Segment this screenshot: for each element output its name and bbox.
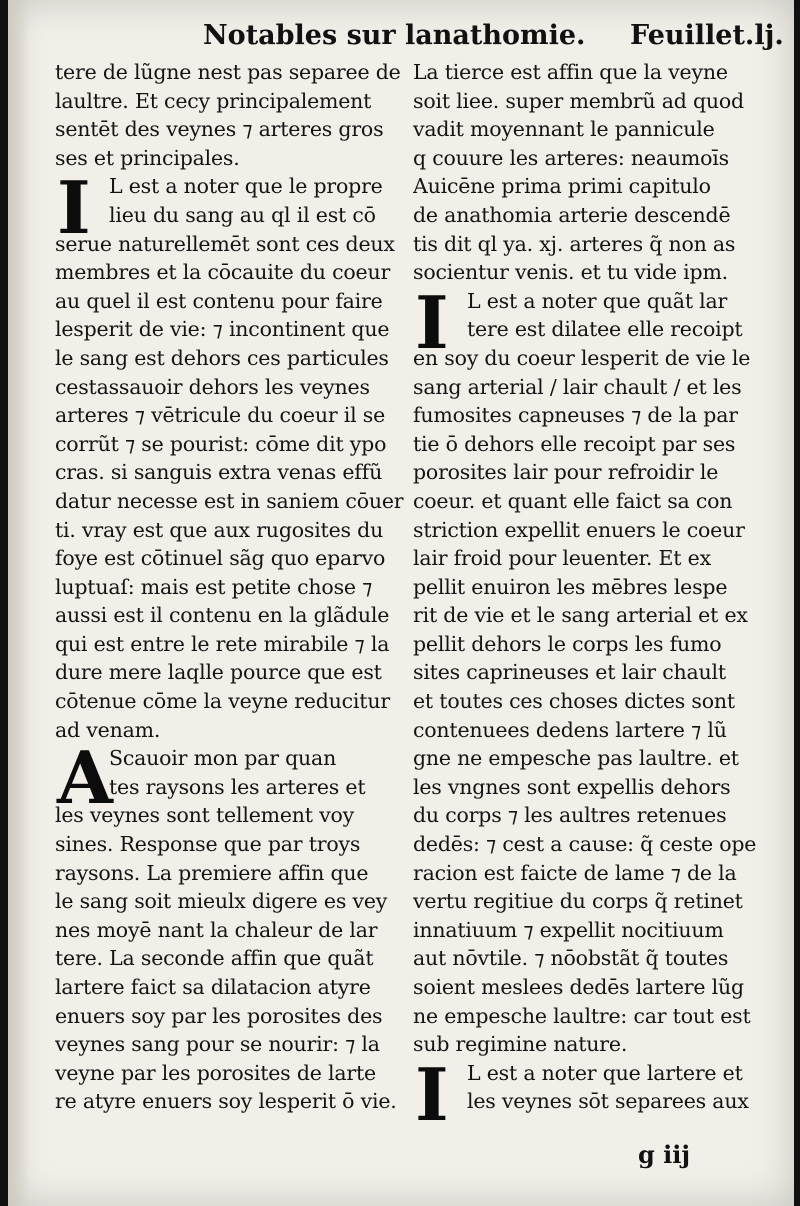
text-line: L est a noter que le propre xyxy=(109,174,383,199)
text-line: aut nōvtile. ⁊ nōobstãt q̃ toutes xyxy=(413,946,729,971)
text-line: soit liee. super membrũ ad quod xyxy=(413,88,744,113)
text-line: raysons. La premiere affin que xyxy=(55,860,369,885)
text-line: serue naturellemēt sont ces deux xyxy=(55,231,395,256)
running-title: Notables sur lanathomie. xyxy=(203,20,586,51)
text-line: au quel il est contenu pour faire xyxy=(55,288,383,313)
text-line: lartere faict sa dilatacion atyre xyxy=(55,975,371,999)
text-line: les veynes sont tellement voy xyxy=(55,803,355,828)
drop-capital: I xyxy=(415,1051,449,1137)
text-line: pellit dehors le corps les fumo xyxy=(413,631,722,656)
text-line: Auicēne prima primi capitulo xyxy=(413,174,711,199)
paragraph xyxy=(413,58,763,287)
folio-number: Feuillet.lj. xyxy=(630,20,784,51)
text-line: soient meslees dedēs lartere lũg xyxy=(413,975,744,999)
text-line: enuers soy par les porosites des xyxy=(55,1003,383,1028)
text-line: contenuees dedens lartere ⁊ lũ xyxy=(413,717,727,742)
text-line: fumosites capneuses ⁊ de la par xyxy=(413,403,738,428)
paragraph xyxy=(55,165,405,744)
text-line: vertu regitiue du corps q̃ retinet xyxy=(413,889,743,914)
text-line: La tierce est affin que la veyne xyxy=(413,60,728,84)
text-line: les vngnes sont expellis dehors xyxy=(413,774,731,799)
text-line: dure mere laqlle pource que est xyxy=(55,660,382,685)
text-line: ne empesche laultre: car tout est xyxy=(413,1003,751,1028)
text-line: pellit enuiron les mēbres lespe xyxy=(413,574,728,599)
text-line: Scauoir mon par quan xyxy=(109,746,337,771)
text-line: membres et la cōcauite du coeur xyxy=(55,260,391,285)
text-line: L est a noter que lartere et xyxy=(467,1060,743,1085)
text-line: tere. La seconde affin que quãt xyxy=(55,946,374,971)
text-line: nes moyē nant la chaleur de lar xyxy=(55,917,378,942)
text-line: gne ne empesche pas laultre. et xyxy=(413,746,739,771)
signature-mark: g iij xyxy=(638,1140,691,1169)
text-line: corrũt ⁊ se pourist: cōme dit ypo xyxy=(55,431,387,456)
text-line: sentēt des veynes ⁊ arteres gros xyxy=(55,117,384,142)
text-line: ti. vray est que aux rugosites du xyxy=(55,517,384,542)
drop-capital: A xyxy=(57,735,113,821)
text-line: tes raysons les arteres et xyxy=(109,774,366,799)
paragraph xyxy=(55,58,405,172)
text-line: re atyre enuers soy lesperit ō vie. xyxy=(55,1089,397,1114)
text-line: le sang soit mieulx digere es vey xyxy=(55,889,388,914)
text-line: sines. Response que par troys xyxy=(55,832,361,857)
text-line: q couure les arteres: neaumoīs xyxy=(413,145,729,170)
text-line: arteres ⁊ vētricule du coeur il se xyxy=(55,403,386,428)
text-line: qui est entre le rete mirabile ⁊ la xyxy=(55,631,390,656)
text-line: tere de lũgne nest pas separee de xyxy=(55,60,401,84)
text-line: lair froid pour leuenter. Et ex xyxy=(413,546,711,571)
text-line: de anathomia arterie descendē xyxy=(413,202,731,227)
text-line: socientur venis. et tu vide ipm. xyxy=(413,260,729,285)
paragraph xyxy=(413,1051,763,1137)
right-column xyxy=(413,58,763,1137)
text-line: coeur. et quant elle faict sa con xyxy=(413,488,733,513)
text-line: vadit moyennant le pannicule xyxy=(413,117,715,142)
text-line: lieu du sang au ql il est cō xyxy=(109,202,376,227)
text-line: cras. si sanguis extra venas effũ xyxy=(55,460,383,485)
drop-capital: I xyxy=(57,165,91,251)
text-line: porosites lair pour refroidir le xyxy=(413,460,719,485)
text-line: innatiuum ⁊ expellit nocitiuum xyxy=(413,917,724,942)
text-line: foye est cōtinuel sãg quo eparvo xyxy=(55,546,386,571)
text-line: aussi est il contenu en la glãdule xyxy=(55,603,390,628)
text-line: tie ō dehors elle recoipt par ses xyxy=(413,431,736,456)
text-line: veyne par les porosites de larte xyxy=(55,1060,376,1085)
text-line: ses et principales. xyxy=(55,145,240,170)
text-line: ad venam. xyxy=(55,717,161,742)
book-page xyxy=(8,0,794,1206)
left-column xyxy=(55,58,405,1116)
text-line: cōtenue cōme la veyne reducitur xyxy=(55,689,390,714)
text-line: tis dit ql ya. xj. arteres q̃ non as xyxy=(413,231,736,256)
text-line: racion est faicte de lame ⁊ de la xyxy=(413,860,737,885)
text-line: les veynes sōt separees aux xyxy=(467,1089,749,1114)
text-line: luptuaſ: mais est petite chose ⁊ xyxy=(55,574,373,599)
text-line: laultre. Et cecy principalement xyxy=(55,88,372,113)
text-line: dedēs: ⁊ cest a cause: q̃ ceste ope xyxy=(413,832,757,857)
text-line: L est a noter que quãt lar xyxy=(467,288,728,313)
text-line: rit de vie et le sang arterial et ex xyxy=(413,603,748,628)
text-line: veynes sang pour se nourir: ⁊ la xyxy=(55,1032,380,1057)
text-line: sub regimine nature. xyxy=(413,1032,628,1057)
text-line: cestassauoir dehors les veynes xyxy=(55,374,370,399)
text-line: le sang est dehors ces particules xyxy=(55,345,389,370)
page-header xyxy=(8,20,794,60)
paragraph xyxy=(413,279,763,1059)
text-line: sang arterial / lair chault / et les xyxy=(413,374,742,399)
paragraph xyxy=(55,735,405,1116)
text-line: striction expellit enuers le coeur xyxy=(413,517,745,542)
text-line: du corps ⁊ les aultres retenues xyxy=(413,803,727,828)
text-line: en soy du coeur lesperit de vie le xyxy=(413,345,751,370)
text-line: lesperit de vie: ⁊ incontinent que xyxy=(55,317,390,342)
text-line: et toutes ces choses dictes sont xyxy=(413,689,735,714)
drop-capital: I xyxy=(415,279,449,365)
text-line: datur necesse est in saniem cōuer xyxy=(55,488,404,513)
text-line: tere est dilatee elle recoipt xyxy=(467,317,743,342)
text-line: sites caprineuses et lair chault xyxy=(413,660,726,685)
